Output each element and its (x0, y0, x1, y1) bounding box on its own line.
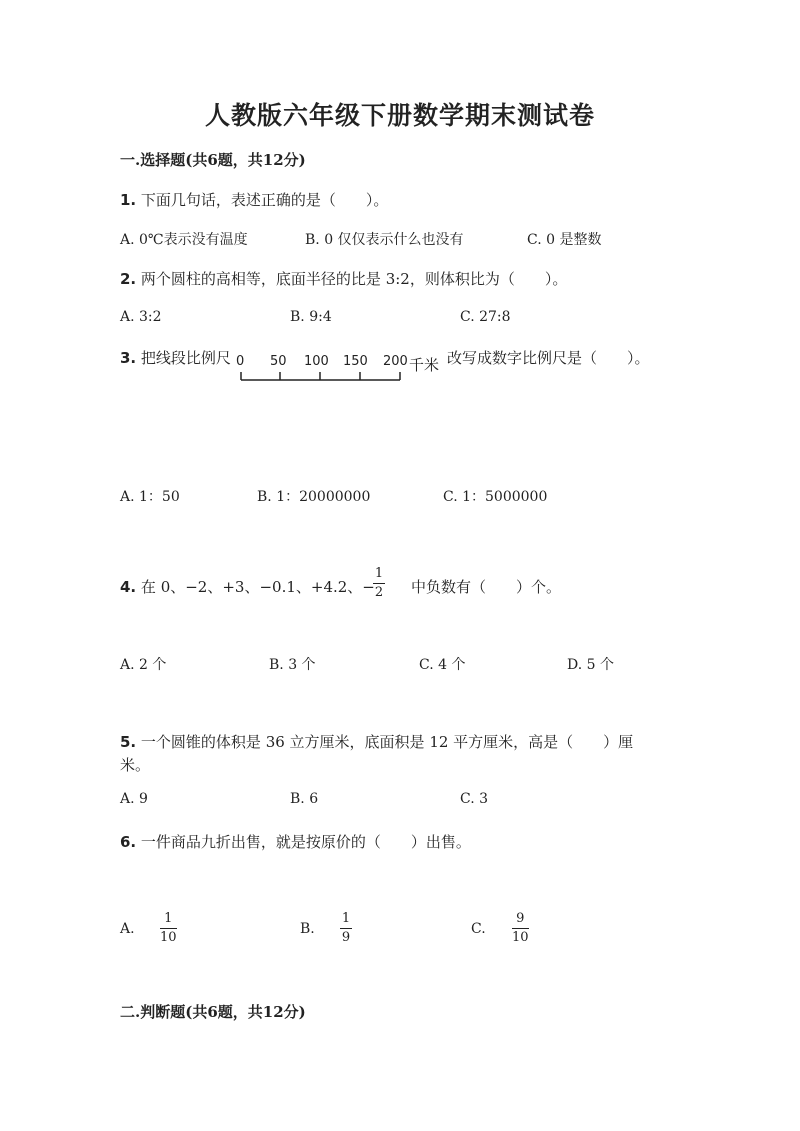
fraction-numerator: 1 (374, 566, 384, 581)
q6-option-b-label: B. (300, 921, 315, 937)
question-text: 一件商品九折出售，就是按原价的（ ）出售。 (140, 833, 471, 851)
fraction-one-half (373, 567, 385, 600)
question-number: 6. (120, 833, 137, 851)
question-number: 3. (120, 349, 137, 367)
line-segment-scale (236, 352, 446, 388)
q6-option-a-fraction (160, 912, 177, 945)
question-text-before: 在 0、−2、+3、−0.1、+4.2、− (140, 578, 375, 596)
q3-option-b: B. 1：20000000 (257, 489, 371, 505)
q2-option-c: C. 27:8 (460, 309, 511, 325)
fraction-denominator: 10 (160, 930, 177, 945)
scale-tick-label: 150 (343, 354, 368, 369)
q5-option-b: B. 6 (290, 791, 319, 807)
q5-option-a: A. 9 (120, 791, 148, 807)
q2-option-b: B. 9:4 (290, 309, 332, 325)
fraction-bar (512, 928, 529, 929)
scale-tick-label: 0 (236, 354, 245, 369)
question-number: 2. (120, 270, 137, 288)
q1-option-b: B. 0 仅仅表示什么也没有 (305, 232, 464, 248)
question-text: 下面几句话，表述正确的是（ ）。 (140, 191, 389, 209)
question-3-text-after: 改写成数字比例尺是（ ）。 (447, 349, 650, 367)
scale-unit-label: 千米 (409, 356, 440, 374)
fraction-denominator: 2 (374, 585, 384, 600)
scale-tick-label: 100 (304, 354, 329, 369)
fraction-bar (340, 928, 352, 929)
question-4 (120, 576, 375, 597)
scale-tick-label: 50 (270, 354, 287, 369)
section-heading-judgment: 二.判断题(共6题，共12分) (120, 1003, 306, 1021)
page-title: 人教版六年级下册数学期末测试卷 (204, 101, 595, 130)
q3-option-c: C. 1：5000000 (443, 489, 548, 505)
fraction-numerator: 1 (164, 911, 173, 926)
q6-option-c-fraction (512, 912, 529, 945)
question-number: 5. (120, 733, 137, 751)
question-number: 1. (120, 191, 137, 209)
q2-option-a: A. 3:2 (120, 309, 162, 325)
q4-option-d: D. 5 个 (567, 657, 614, 673)
question-1 (120, 189, 388, 210)
question-4-text-after: 中负数有（ ）个。 (411, 578, 562, 596)
fraction-bar (373, 583, 385, 584)
question-5-line-2: 米。 (120, 756, 151, 774)
question-6 (120, 831, 471, 852)
fraction-denominator: 9 (341, 930, 351, 945)
scale-tick-label: 200 (383, 354, 408, 369)
q6-option-b-fraction (340, 912, 352, 945)
q3-option-a: A. 1：50 (120, 489, 180, 505)
fraction-denominator: 10 (512, 930, 529, 945)
section-heading-choice: 一.选择题(共6题，共12分) (120, 151, 306, 169)
question-text: 一个圆锥的体积是 36 立方厘米，底面积是 12 平方厘米，高是（ ）厘 (140, 733, 634, 751)
question-text: 两个圆柱的高相等，底面半径的比是 3:2，则体积比为（ ）。 (140, 270, 568, 288)
question-text-before: 把线段比例尺 (140, 349, 231, 367)
fraction-numerator: 1 (341, 911, 351, 926)
scale-bar (236, 370, 406, 384)
question-number: 4. (120, 578, 137, 596)
q1-option-a: A. 0℃表示没有温度 (120, 232, 248, 248)
fraction-bar (160, 928, 177, 929)
q4-option-a: A. 2 个 (120, 657, 167, 673)
q1-option-c: C. 0 是整数 (527, 232, 602, 248)
fraction-numerator: 9 (516, 911, 525, 926)
q4-option-c: C. 4 个 (419, 657, 466, 673)
q5-option-c: C. 3 (460, 791, 489, 807)
q4-option-b: B. 3 个 (269, 657, 316, 673)
q6-option-c-label: C. (471, 921, 486, 937)
q6-option-a-label: A. (120, 921, 135, 937)
question-3 (120, 347, 231, 368)
question-5 (120, 731, 633, 752)
question-2 (120, 268, 567, 289)
